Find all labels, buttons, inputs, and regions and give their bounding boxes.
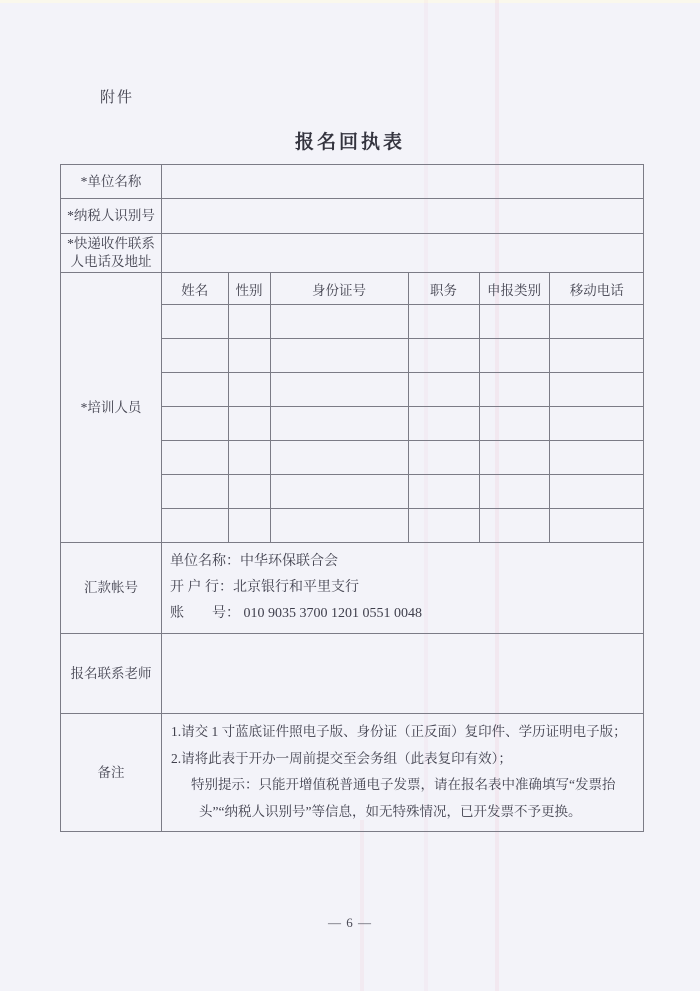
col-header-category: 申报类别 bbox=[479, 273, 549, 305]
bank-branch: 开 户 行：北京银行和平里支行 bbox=[170, 580, 359, 595]
personnel-cell bbox=[162, 339, 228, 373]
registration-form-table bbox=[60, 164, 644, 832]
personnel-empty-row bbox=[162, 441, 644, 475]
personnel-cell bbox=[549, 373, 644, 407]
scan-streak-artifact bbox=[360, 820, 364, 991]
personnel-cell bbox=[479, 407, 549, 441]
personnel-empty-row bbox=[162, 407, 644, 441]
remark-special-note-line1: 特别提示：只能开增值税普通电子发票，请在报名表中准确填写“发票抬 bbox=[191, 777, 616, 792]
personnel-cell bbox=[270, 339, 408, 373]
page-title: 报名回执表 bbox=[294, 132, 405, 153]
col-header-mobile: 移动电话 bbox=[549, 273, 644, 305]
personnel-cell bbox=[228, 339, 270, 373]
remarks-label: 备注 bbox=[61, 714, 162, 832]
personnel-cell bbox=[162, 407, 228, 441]
personnel-cell bbox=[408, 305, 479, 339]
personnel-cell bbox=[549, 339, 644, 373]
personnel-cell bbox=[408, 373, 479, 407]
personnel-cell bbox=[408, 441, 479, 475]
attachment-label: 附件 bbox=[100, 90, 135, 106]
col-header-gender: 性别 bbox=[228, 273, 270, 305]
page-number: — 6 — bbox=[328, 915, 372, 930]
personnel-cell bbox=[479, 475, 549, 509]
row-courier-contact bbox=[61, 234, 644, 273]
personnel-table bbox=[162, 273, 644, 542]
taxpayer-id-field bbox=[162, 199, 644, 234]
personnel-cell bbox=[549, 441, 644, 475]
taxpayer-id-label: *纳税人识别号 bbox=[61, 199, 162, 234]
personnel-header-row bbox=[162, 273, 644, 305]
remittance-details bbox=[162, 543, 644, 634]
scan-edge-artifact bbox=[0, 0, 700, 3]
personnel-cell bbox=[408, 509, 479, 543]
personnel-cell bbox=[479, 339, 549, 373]
personnel-cell bbox=[228, 475, 270, 509]
personnel-cell bbox=[162, 305, 228, 339]
contact-teacher-field bbox=[162, 634, 644, 714]
personnel-cell bbox=[270, 373, 408, 407]
bank-account-number: 账 号： 010 9035 3700 1201 0551 0048 bbox=[170, 606, 422, 621]
personnel-cell bbox=[228, 373, 270, 407]
col-header-name: 姓名 bbox=[162, 273, 228, 305]
personnel-cell bbox=[549, 305, 644, 339]
personnel-empty-row bbox=[162, 475, 644, 509]
row-remarks bbox=[61, 714, 644, 832]
row-remittance bbox=[61, 543, 644, 634]
personnel-empty-row bbox=[162, 305, 644, 339]
row-unit-name bbox=[61, 165, 644, 199]
courier-contact-label: *快递收件联系人电话及地址 bbox=[61, 234, 162, 273]
personnel-cell bbox=[270, 475, 408, 509]
row-contact-teacher bbox=[61, 634, 644, 714]
personnel-cell bbox=[228, 441, 270, 475]
personnel-cell bbox=[162, 509, 228, 543]
personnel-cell bbox=[162, 475, 228, 509]
personnel-cell bbox=[228, 509, 270, 543]
personnel-cell bbox=[479, 373, 549, 407]
unit-name-field bbox=[162, 165, 644, 199]
row-taxpayer-id bbox=[61, 199, 644, 234]
courier-contact-field bbox=[162, 234, 644, 273]
col-header-position: 职务 bbox=[408, 273, 479, 305]
personnel-empty-row bbox=[162, 373, 644, 407]
personnel-cell bbox=[549, 407, 644, 441]
personnel-cell bbox=[549, 509, 644, 543]
personnel-cell bbox=[228, 305, 270, 339]
remark-item-1: 1.请交 1 寸蓝底证件照电子版、身份证（正反面）复印件、学历证明电子版； bbox=[171, 724, 627, 739]
col-header-id-number: 身份证号 bbox=[270, 273, 408, 305]
trainees-label: *培训人员 bbox=[61, 273, 162, 543]
unit-name-label: *单位名称 bbox=[61, 165, 162, 199]
personnel-cell bbox=[270, 407, 408, 441]
personnel-empty-row bbox=[162, 509, 644, 543]
personnel-cell bbox=[270, 305, 408, 339]
bank-account-name: 单位名称：中华环保联合会 bbox=[170, 554, 338, 569]
personnel-cell bbox=[408, 407, 479, 441]
personnel-cell bbox=[270, 509, 408, 543]
personnel-cell bbox=[162, 373, 228, 407]
personnel-cell bbox=[408, 475, 479, 509]
remittance-label: 汇款帐号 bbox=[61, 543, 162, 634]
contact-teacher-label: 报名联系老师 bbox=[61, 634, 162, 714]
personnel-cell bbox=[549, 475, 644, 509]
personnel-table-cell bbox=[162, 273, 644, 543]
personnel-cell bbox=[162, 441, 228, 475]
personnel-cell bbox=[408, 339, 479, 373]
personnel-cell bbox=[479, 305, 549, 339]
personnel-cell bbox=[479, 441, 549, 475]
remark-special-note-line2: 头”“纳税人识别号”等信息，如无特殊情况，已开发票不予更换。 bbox=[199, 803, 582, 819]
personnel-empty-row bbox=[162, 339, 644, 373]
remarks-content bbox=[162, 714, 644, 832]
remark-item-2: 2.请将此表于开办一周前提交至会务组（此表复印有效）； bbox=[171, 750, 512, 766]
personnel-cell bbox=[270, 441, 408, 475]
personnel-cell bbox=[228, 407, 270, 441]
row-trainees bbox=[61, 273, 644, 543]
personnel-cell bbox=[479, 509, 549, 543]
